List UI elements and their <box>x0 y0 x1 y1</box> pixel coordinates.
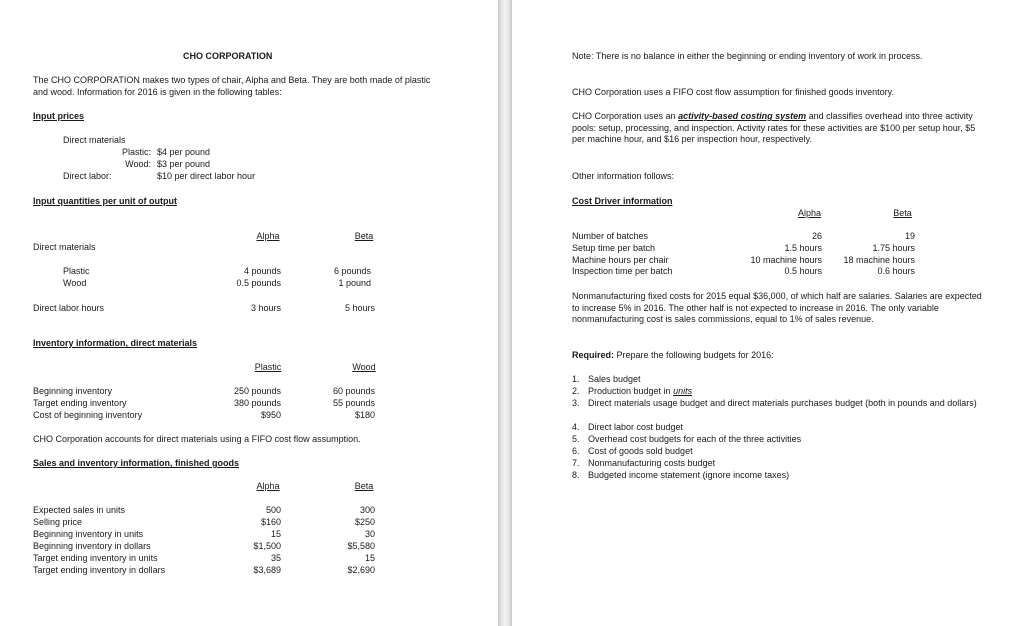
fg-row-label: Beginning inventory in dollars <box>33 541 151 551</box>
required-text: Prepare the following budgets for 2016: <box>616 350 774 360</box>
inv-row-wood: 55 pounds <box>332 398 375 408</box>
budget-item <box>572 434 801 445</box>
inv-row-label: Cost of beginning inventory <box>33 410 143 420</box>
fifo-dm-note: CHO Corporation accounts for direct materials using a FIFO cost flow assumption. <box>33 434 361 444</box>
labor-hours-label: Direct labor hours <box>33 303 105 313</box>
required-line <box>572 350 774 361</box>
required-label: Required: <box>572 350 615 360</box>
plastic-price-label: Plastic: <box>121 147 151 157</box>
page-title: CHO CORPORATION <box>183 51 273 61</box>
budget-text: Budgeted income statement (ignore income taxes) <box>588 470 790 480</box>
budget-item <box>572 446 693 457</box>
labor-hours-beta: 5 hours <box>344 303 375 313</box>
direct-materials-label: Direct materials <box>33 242 96 252</box>
direct-labor-label: Direct labor: <box>63 171 112 181</box>
fg-row-label: Target ending inventory in dollars <box>33 565 166 575</box>
abc-post: and classifies overhead into three activity pools: setup, processing, and inspection. Activity rates for these activities are $100 per setup hour, $5 per machine hour, and $16 per inspection hour, respectively. <box>572 111 976 145</box>
budget-num: 5. <box>572 434 580 444</box>
driver-row-beta: 18 machine hours <box>843 255 915 265</box>
qty-row-beta: 1 pound <box>338 278 371 288</box>
fifo-fg-note: CHO Corporation uses a FIFO cost flow assumption for finished goods inventory. <box>572 87 894 97</box>
qty-row-beta: 6 pounds <box>333 266 371 276</box>
budget-num: 1. <box>572 374 580 384</box>
direct-labor-value: $10 per direct labor hour <box>157 171 256 181</box>
col-beta: Beta <box>354 231 374 241</box>
inv-row-label: Target ending inventory <box>33 398 127 408</box>
fg-row-alpha: 500 <box>265 505 281 515</box>
budget-item <box>572 470 789 481</box>
qty-row-alpha: 4 pounds <box>243 266 281 276</box>
fg-row-beta: $2,690 <box>347 565 375 575</box>
wood-price-value: $3 per pound <box>157 159 211 169</box>
driver-row-beta: 19 <box>904 231 915 241</box>
budget-num: 4. <box>572 422 580 432</box>
budget-num: 3. <box>572 398 580 408</box>
budget-num: 2. <box>572 386 580 396</box>
driver-row-label: Machine hours per chair <box>572 255 669 265</box>
inv-row-wood: $180 <box>354 410 375 420</box>
fg-row-alpha: $1,500 <box>253 541 281 551</box>
fg-row-alpha: $3,689 <box>253 565 281 575</box>
budget-text: Direct labor cost budget <box>588 422 684 432</box>
budget-item <box>572 398 988 410</box>
fg-row-beta: 300 <box>359 505 375 515</box>
finished-goods-heading: Sales and inventory information, finished goods <box>33 458 240 468</box>
budget-text: Nonmanufacturing costs budget <box>588 458 716 468</box>
fg-row-beta: $5,580 <box>347 541 375 551</box>
fg-row-beta: 15 <box>364 553 375 563</box>
budget-text: Cost of goods sold budget <box>588 446 693 456</box>
abc-term: activity-based costing system <box>678 111 807 121</box>
inv-row-plastic: 380 pounds <box>233 398 281 408</box>
inventory-dm-heading: Inventory information, direct materials <box>33 338 198 348</box>
col-beta: Beta <box>354 481 374 491</box>
fg-row-alpha: $160 <box>260 517 281 527</box>
driver-row-alpha: 1.5 hours <box>784 243 822 253</box>
qty-row-label: Plastic <box>63 266 90 276</box>
col-wood: Wood <box>352 362 376 372</box>
col-alpha: Alpha <box>797 208 822 218</box>
budget-item <box>572 422 683 433</box>
fg-row-label: Expected sales in units <box>33 505 126 515</box>
fg-row-label: Beginning inventory in units <box>33 529 144 539</box>
budget-text: Overhead cost budgets for each of the three activities <box>588 434 802 444</box>
input-quantities-heading: Input quantities per unit of output <box>33 196 177 206</box>
qty-row-alpha: 0.5 pounds <box>236 278 281 288</box>
fg-row-alpha: 35 <box>270 553 281 563</box>
col-alpha: Alpha <box>256 231 280 241</box>
budget-item <box>572 386 692 397</box>
inv-row-label: Beginning inventory <box>33 386 113 396</box>
col-alpha: Alpha <box>256 481 280 491</box>
inv-row-plastic: $950 <box>260 410 281 420</box>
budget-num: 7. <box>572 458 580 468</box>
left-page <box>0 0 498 626</box>
inv-row-plastic: 250 pounds <box>233 386 281 396</box>
budget-num: 8. <box>572 470 580 480</box>
budget-text: Direct materials usage budget and direct materials purchases budget (both in pounds and dollars) <box>588 398 977 408</box>
driver-row-alpha: 10 machine hours <box>750 255 822 265</box>
page-divider <box>498 0 512 626</box>
driver-row-beta: 0.6 hours <box>877 266 915 276</box>
budget-emphasis: units <box>673 386 693 396</box>
qty-row-label: Wood <box>63 278 87 288</box>
col-beta: Beta <box>893 208 912 218</box>
driver-row-beta: 1.75 hours <box>872 243 915 253</box>
wip-note: Note: There is no balance in either the beginning or ending inventory of work in process. <box>572 51 923 61</box>
right-page <box>512 0 1024 626</box>
abc-pre: CHO Corporation uses an <box>572 111 679 121</box>
budget-text: Production budget in <box>588 386 674 396</box>
fg-row-beta: $250 <box>354 517 375 527</box>
driver-row-alpha: 26 <box>811 231 822 241</box>
input-prices-heading: Input prices <box>33 111 85 121</box>
direct-materials-label: Direct materials <box>63 135 126 145</box>
nonmanufacturing-paragraph: Nonmanufacturing fixed costs for 2015 equal $36,000, of which half are salaries. Salaries are expected to increase 5% in 2016. The other half is not expected to increase in 2016. The only variable nonmanufacturing cost is sales commissions, equal to 1% of sales revenue. <box>572 291 982 325</box>
driver-row-label: Setup time per batch <box>572 243 656 253</box>
driver-row-label: Number of batches <box>572 231 649 241</box>
col-plastic: Plastic <box>254 362 282 372</box>
budget-num: 6. <box>572 446 580 456</box>
intro-paragraph: The CHO CORPORATION makes two types of chair, Alpha and Beta. They are both made of plastic and wood. Information for 2016 is given in the following tables: <box>33 75 431 97</box>
wood-price-label: Wood: <box>125 159 151 169</box>
abc-paragraph <box>572 111 987 146</box>
fg-row-label: Target ending inventory in units <box>33 553 158 563</box>
plastic-price-value: $4 per pound <box>157 147 211 157</box>
driver-row-alpha: 0.5 hours <box>784 266 822 276</box>
budget-item <box>572 374 641 385</box>
cost-driver-heading: Cost Driver information <box>572 196 673 206</box>
fg-row-beta: 30 <box>364 529 375 539</box>
budget-item <box>572 458 715 469</box>
budget-text: Sales budget <box>588 374 641 384</box>
labor-hours-alpha: 3 hours <box>250 303 281 313</box>
driver-row-label: Inspection time per batch <box>572 266 673 276</box>
other-info: Other information follows: <box>572 171 675 181</box>
fg-row-alpha: 15 <box>270 529 281 539</box>
fg-row-label: Selling price <box>33 517 83 527</box>
inv-row-wood: 60 pounds <box>332 386 375 396</box>
